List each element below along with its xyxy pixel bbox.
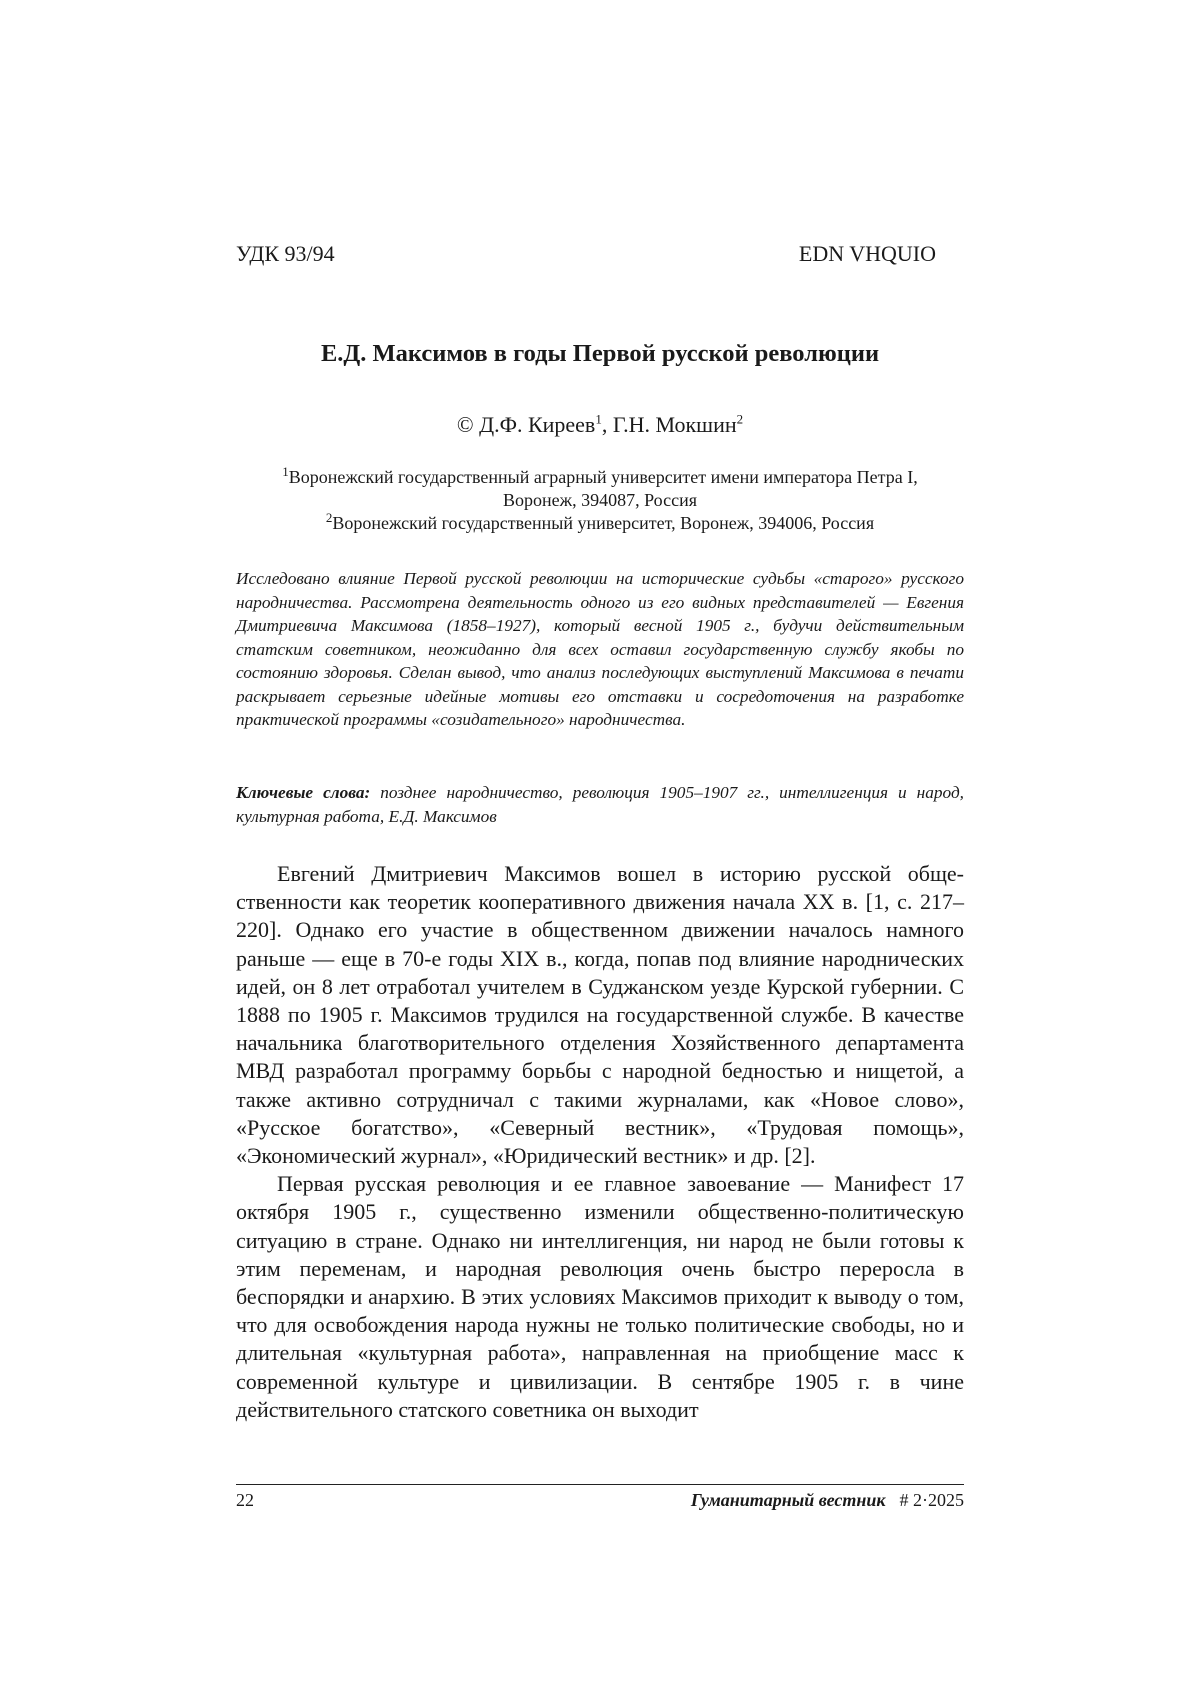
affiliation-1 <box>236 466 964 489</box>
journal-issue: # 2·2025 <box>899 1490 964 1510</box>
affiliation-1-mark: 1 <box>282 464 289 479</box>
affiliations <box>236 466 964 535</box>
page-footer <box>236 1488 964 1512</box>
affiliation-1-line2: Воронеж, 394087, Россия <box>503 490 697 510</box>
footer-divider <box>236 1484 964 1485</box>
author-1: Д.Ф. Киреев <box>479 412 596 437</box>
keywords-label: Ключевые слова: <box>236 783 371 802</box>
page-number: 22 <box>236 1490 254 1510</box>
affiliation-1-line1: Воронежский государственный аграрный университет имени императора Петра I, <box>288 467 918 487</box>
keywords-list: позднее народничество, революция 1905–1907 гг., интеллигенция и народ, культурная работа, Е.Д. Максимов <box>236 783 964 826</box>
keywords <box>236 781 964 828</box>
udc-code: УДК 93/94 <box>236 241 335 266</box>
journal-name: Гуманитарный вестник <box>690 1490 886 1510</box>
affiliation-2-mark: 2 <box>325 510 333 525</box>
affiliation-2 <box>236 512 964 535</box>
authors-line <box>236 412 964 438</box>
body-paragraph-2: Первая русская революция и ее главное завоевание — Манифест 17 октября 1905 г., существенно изменили общественно-политическую ситуацию в стране. Однако ни интеллигенция, ни народ не были готовы к этим переменам, и народная революция очень быстро переросла в беспорядки и анархию. В этих условиях Максимов приходит к выводу о том, что для освобождения народа нужны не только политические свободы, но и длительная «культурная работа», направленная на приобщение масс к современной культуре и цивилизации. В сентябре 1905 г. в чине действительного статского советника он выходит <box>236 1171 964 1422</box>
author-2: Г.Н. Мокшин <box>612 412 737 437</box>
body-text <box>236 860 964 1424</box>
copyright-prefix: © <box>456 412 480 437</box>
journal-info <box>691 1488 964 1512</box>
affiliation-2-line1: Воронежский государственный университет, Воронеж, 394006, Россия <box>332 513 875 533</box>
article-title: Е.Д. Максимов в годы Первой русской революции <box>320 340 880 367</box>
author-1-affil-mark: 1 <box>595 411 602 427</box>
body-paragraph-1: Евгений Дмитриевич Максимов вошел в историю русской общественности как теоретик кооперативного движения начала XX в. [1, с. 217–220]. Однако его участие в общественном движении началось намного раньше — еще в 70-е годы XIX в., когда, попав под влияние народнических идей, он 8 лет отработал учителем в Суджанском уезде Курской губернии. С 1888 по 1905 г. Максимов трудился на государственной службе. В качестве начальника благотворительного отделения Хозяйственного департамента МВД разработал программу борьбы с народной бедностью и нищетой, а также активно сотрудничал с такими журналами, как «Новое слово», «Русское богатство», «Северный вестник», «Трудовая помощь», «Экономический журнал», «Юридический вестник» и др. [2]. <box>236 861 964 1169</box>
abstract: Исследовано влияние Первой русской революции на исторические судьбы «старого» русского народничества. Рассмотрена деятельность одного из его видных представителей — Евгения Дмитриевича Максимова (1858–1927), который весной 1905 г., будучи действительным статским советником, неожиданно для всех оставил государственную службу якобы по состоянию здоровья. Сделан вывод, что анализ последующих выступлений Максимова в печати раскрывает серьезные идейные мотивы его отставки и сосредоточения на разработке практической программы «созидательного» народничества. <box>236 569 964 729</box>
author-2-affil-mark: 2 <box>736 411 744 427</box>
edn-code: EDN VHQUIO <box>798 241 936 266</box>
author-separator: , <box>601 412 613 437</box>
header-meta <box>236 241 936 267</box>
affiliation-1-cont <box>236 489 964 512</box>
